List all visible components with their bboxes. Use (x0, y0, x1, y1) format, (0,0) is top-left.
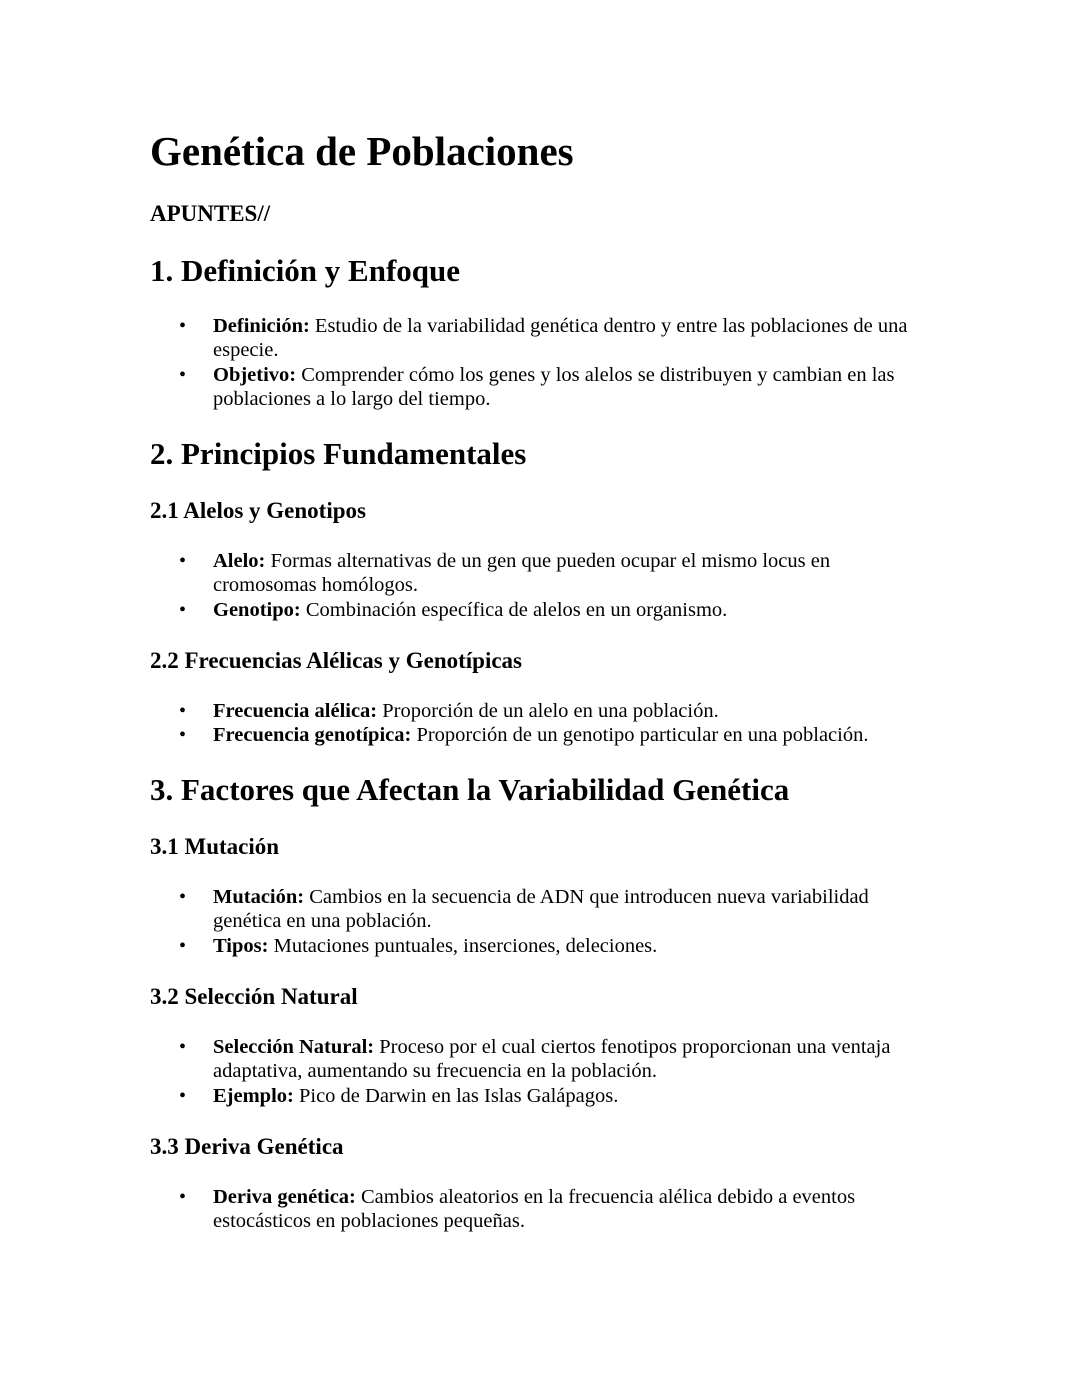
list-item (0, 934, 933, 958)
bullet-icon: • (179, 1036, 187, 1058)
bullet-icon: • (179, 724, 187, 747)
subsection-heading-alelos: 2.1 Alelos y Genotipos (150, 498, 366, 523)
bullet-icon: • (179, 363, 187, 386)
subsection-heading-frecuencias: 2.2 Frecuencias Alélicas y Genotípicas (150, 648, 523, 673)
list-item (0, 699, 933, 723)
item-term: Definición: (213, 315, 310, 337)
list-item (0, 314, 933, 363)
bullet-icon: • (179, 598, 187, 621)
item-text: Combinación específica de alelos en un organismo. (300, 598, 728, 621)
bullet-list-seleccion (0, 1035, 960, 1108)
item-term: Deriva genética: (213, 1186, 356, 1208)
bullet-icon: • (179, 700, 187, 722)
item-text: Comprender cómo los genes y los alelos se distribuyen y cambian en las poblaciones a lo largo del tiempo. (213, 363, 895, 411)
list-item (0, 549, 933, 598)
item-text: Proporción de un alelo en una población. (377, 700, 719, 722)
section-heading-principios: 2. Principios Fundamentales (150, 436, 527, 471)
bullet-icon: • (179, 934, 187, 957)
item-term: Tipos: (213, 934, 269, 957)
bullet-list-mutacion (0, 885, 960, 958)
bullet-list-deriva (0, 1185, 960, 1234)
list-item (0, 1035, 933, 1084)
section-heading-definicion: 1. Definición y Enfoque (150, 253, 461, 288)
item-term: Alelo: (213, 550, 266, 572)
subsection-heading-mutacion: 3.1 Mutación (150, 834, 280, 859)
list-item (0, 723, 933, 747)
bullet-icon: • (179, 1186, 187, 1208)
subsection-heading-deriva: 3.3 Deriva Genética (150, 1134, 344, 1159)
item-term: Frecuencia alélica: (213, 700, 378, 722)
bullet-icon: • (179, 315, 187, 337)
bullet-icon: • (179, 550, 187, 572)
bullet-icon: • (179, 886, 187, 908)
item-text: Proceso por el cual ciertos fenotipos proporcionan una ventaja adaptativa, aumentando su frecuencia en la población. (213, 1036, 891, 1083)
document-title: Genética de Poblaciones (150, 128, 574, 174)
list-item (0, 885, 933, 934)
subsection-heading-seleccion: 3.2 Selección Natural (150, 984, 358, 1009)
item-term: Mutación: (213, 886, 305, 908)
item-text: Cambios aleatorios en la frecuencia alélica debido a eventos estocásticos en poblaciones pequeñas. (213, 1186, 856, 1233)
item-text: Mutaciones puntuales, inserciones, deleciones. (268, 934, 658, 957)
bullet-icon: • (179, 1084, 187, 1107)
item-term: Selección Natural: (213, 1036, 375, 1058)
item-text: Estudio de la variabilidad genética dentro y entre las poblaciones de una especie. (213, 315, 908, 362)
section-heading-factores: 3. Factores que Afectan la Variabilidad Genética (150, 772, 790, 807)
item-text: Pico de Darwin en las Islas Galápagos. (293, 1084, 619, 1107)
document-subtitle: APUNTES// (150, 201, 271, 226)
bullet-list-alelos (0, 549, 960, 622)
list-item (0, 363, 933, 412)
list-item (0, 1185, 933, 1234)
item-term: Objetivo: (213, 363, 297, 386)
item-term: Genotipo: (213, 598, 301, 621)
list-item (0, 598, 933, 622)
bullet-list-frecuencias (0, 699, 960, 748)
item-term: Ejemplo: (213, 1084, 294, 1107)
item-term: Frecuencia genotípica: (213, 724, 412, 747)
bullet-list-definicion (0, 314, 960, 412)
item-text: Proporción de un genotipo particular en una población. (411, 724, 869, 747)
list-item (0, 1084, 933, 1108)
item-text: Cambios en la secuencia de ADN que introducen nueva variabilidad genética en una población. (213, 886, 869, 933)
item-text: Formas alternativas de un gen que pueden ocupar el mismo locus en cromosomas homólogos. (213, 550, 831, 597)
